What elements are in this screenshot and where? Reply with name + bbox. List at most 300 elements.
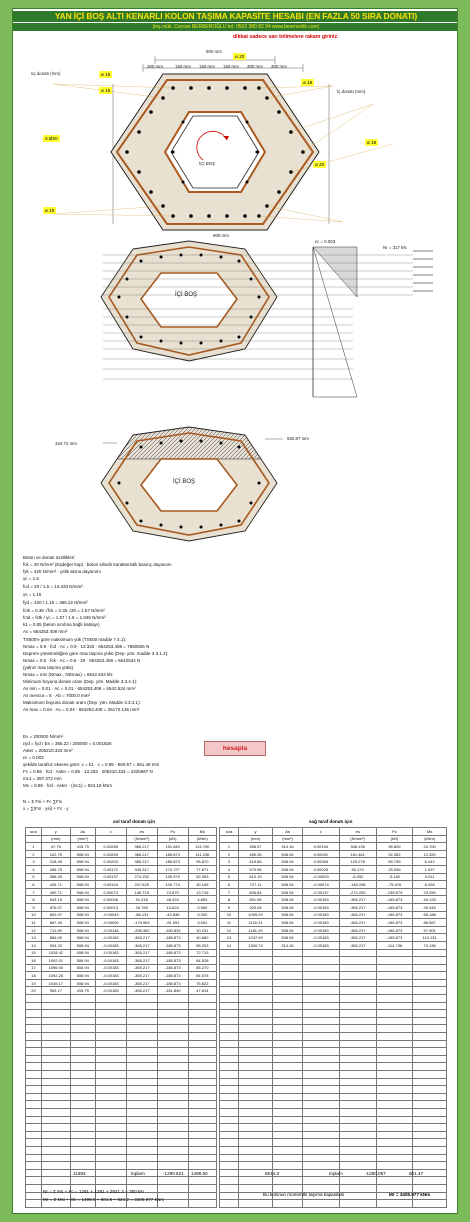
table-cell [376, 1146, 413, 1154]
table-cell [126, 1139, 157, 1147]
table-cell [238, 1071, 272, 1079]
table-cell: 490.71 [41, 888, 70, 896]
table-cell: 0.00137 [95, 873, 126, 881]
table-cell [70, 1154, 95, 1162]
table-cell [157, 1139, 188, 1147]
table-cell [302, 1025, 339, 1033]
table-cell [70, 1116, 95, 1124]
table-cell [70, 1048, 95, 1056]
calc-line-26: εyd = fyd / Es = 365.22 / 200000 = 0.001826 [23, 741, 112, 746]
table-cell [157, 995, 188, 1003]
table-cell [238, 1010, 272, 1018]
table-row [26, 888, 217, 896]
table-cell: 26.769 [126, 903, 157, 911]
table-row [220, 972, 447, 980]
compute-button[interactable]: hesapla [204, 741, 266, 756]
table-cell [339, 1101, 376, 1109]
table-row [220, 1063, 447, 1071]
table-cell: 0.011 [413, 873, 447, 881]
table-cell: -139.579 [376, 888, 413, 896]
table-cell: 185.873 [157, 850, 188, 858]
table-cell [238, 972, 272, 980]
table-cell [188, 995, 216, 1003]
table-cell [273, 957, 303, 965]
calc-line-31: mc1 = 397.372 mm [23, 776, 62, 781]
table-cell: 77.871 [188, 865, 216, 873]
bar-size-8[interactable]: ø 20 [315, 162, 325, 167]
table-cell [157, 1063, 188, 1071]
table-row [220, 1200, 447, 1208]
table-cell [413, 957, 447, 965]
table-cell [26, 1154, 42, 1162]
table-cell [220, 1002, 239, 1010]
table-cell: 508.94 [70, 919, 95, 927]
table-row [220, 896, 447, 904]
table-cell [302, 1055, 339, 1063]
table-cell: -185.873 [376, 911, 413, 919]
table-cell: 185.873 [157, 858, 188, 866]
table-cell: 0.00285 [95, 843, 126, 851]
table-cell [302, 1177, 339, 1185]
table-cell: 13.624 [157, 903, 188, 911]
table-row [26, 881, 217, 889]
table-cell [26, 1086, 42, 1094]
table-cell [95, 1033, 126, 1041]
table-cell [26, 1017, 42, 1025]
table-row [220, 911, 447, 919]
table-row [26, 1010, 217, 1018]
table-cell [26, 1184, 42, 1192]
table-cell [273, 949, 303, 957]
table-cell: 508.94 [70, 858, 95, 866]
table-cell [273, 1055, 303, 1063]
table-cell: 1028.42 [41, 949, 70, 957]
table-cell [188, 1101, 216, 1109]
calc-line-17: Nmax = min (Nmax , NDmax) = 6542.534 kN [23, 672, 113, 677]
b-value: 560.87 mm [287, 436, 309, 441]
table-cell [41, 1093, 70, 1101]
table-cell [126, 1177, 157, 1185]
table-cell: -0.00090 [95, 919, 126, 927]
table-cell [413, 1101, 447, 1109]
table-cell [273, 1086, 303, 1094]
table-row [26, 858, 217, 866]
dim-seg-5: 300 mm [247, 64, 263, 69]
table-cell: -0.00183 [302, 934, 339, 942]
table-row [26, 1124, 217, 1132]
table-cell: 25.536 [376, 865, 413, 873]
left-total-fs: -1290.621 [163, 1171, 184, 1176]
table-cell [413, 995, 447, 1003]
table-cell [339, 1139, 376, 1147]
table-row [220, 1184, 447, 1192]
table-row [26, 995, 217, 1003]
table-cell [70, 1139, 95, 1147]
table-cell [273, 1040, 303, 1048]
table-cell [188, 1200, 216, 1208]
table-cell [157, 1177, 188, 1185]
table-cell [339, 1093, 376, 1101]
calc-line-13: Nmax = 0.9 · fcd · Ac = 0.9 · 13.333 · 654253.408 = 7850925 N [23, 644, 150, 649]
table-cell [26, 1093, 42, 1101]
table-cell: -0.00183 [302, 911, 339, 919]
table-cell [188, 1048, 216, 1056]
table-cell: 308.135 [339, 843, 376, 851]
table-row [220, 1108, 447, 1116]
col-header: y [238, 828, 272, 836]
table-cell: 0.00172 [95, 865, 126, 873]
right-total-label: toplam [329, 1171, 343, 1176]
table-cell: 207.829 [126, 881, 157, 889]
table-cell [413, 1093, 447, 1101]
unit-header [302, 835, 339, 843]
table-cell: 480.35 [238, 850, 272, 858]
table-cell [302, 964, 339, 972]
table-cell [273, 964, 303, 972]
table-row [26, 1048, 217, 1056]
table-cell [238, 1025, 272, 1033]
table-cell [238, 1200, 272, 1208]
table-cell: 806.84 [238, 888, 272, 896]
table-cell [157, 1116, 188, 1124]
table-cell: 151.840 [157, 843, 188, 851]
table-cell [41, 1048, 70, 1056]
result-mr: Mr = Σ Msi + Mc = 1498.5 + 601.5 + 924.2 = 3405.977 kNm [43, 1197, 165, 1202]
table-cell [26, 1040, 42, 1048]
table-cell: 667.49 [41, 919, 70, 927]
section-diagram [13, 44, 458, 234]
table-cell [157, 1055, 188, 1063]
table-cell [220, 972, 239, 980]
table-cell: 8 [220, 896, 239, 904]
table-cell: 934.22 [41, 941, 70, 949]
bar-size-6[interactable]: ø 18 [303, 80, 313, 85]
table-cell [95, 1101, 126, 1109]
dim-top: 900 mm [206, 49, 222, 54]
table-cell [220, 1162, 239, 1170]
table-cell [302, 1108, 339, 1116]
table-cell: -274.252 [339, 888, 376, 896]
table-row [220, 1124, 447, 1132]
table-cell: 508.94 [273, 873, 303, 881]
table-cell [95, 1139, 126, 1147]
table-cell: 508.94 [70, 896, 95, 904]
table-cell [339, 987, 376, 995]
table-cell [157, 1184, 188, 1192]
table-cell: 508.94 [70, 873, 95, 881]
table-cell: 508.94 [273, 926, 303, 934]
table-cell: 0.00073 [95, 888, 126, 896]
table-cell [273, 1131, 303, 1139]
table-cell [238, 1154, 272, 1162]
calc-line-3: fyk = 420 N/mm² : çelik akma dayanımı [23, 569, 101, 574]
table-cell: 0.00154 [302, 843, 339, 851]
table-cell: -0.00183 [302, 919, 339, 927]
table-cell [339, 1184, 376, 1192]
table-cell [339, 1177, 376, 1185]
left-total-label: toplam [131, 1171, 145, 1176]
table-cell: 10 [220, 911, 239, 919]
table-cell [95, 1010, 126, 1018]
table-cell [220, 1055, 239, 1063]
center-label-2: İÇİ BOŞ [175, 292, 198, 298]
table-row [220, 1177, 447, 1185]
table-cell: 114.700 [188, 843, 216, 851]
table-cell [95, 1040, 126, 1048]
table-cell: 285.75 [41, 865, 70, 873]
table-cell [302, 1139, 339, 1147]
table-cell [273, 1139, 303, 1147]
table-cell: -185.873 [157, 957, 188, 965]
table-cell [70, 1177, 95, 1185]
table-cell [41, 1055, 70, 1063]
table-cell [339, 979, 376, 987]
table-cell [273, 1108, 303, 1116]
table-cell [41, 1177, 70, 1185]
table-cell: 139.579 [157, 873, 188, 881]
table-header-row [220, 828, 447, 836]
compression-diagram [13, 419, 458, 549]
table-cell: -365.217 [126, 979, 157, 987]
table-cell: -365.217 [339, 896, 376, 904]
table-cell: -185.873 [157, 934, 188, 942]
table-cell [273, 1063, 303, 1071]
table-cell [302, 1063, 339, 1071]
table-cell [157, 1002, 188, 1010]
table-row [220, 949, 447, 957]
bar-size-2[interactable]: ø 18 [101, 88, 111, 93]
table-row [220, 919, 447, 927]
unit-header [220, 835, 239, 843]
table-cell [26, 1200, 42, 1208]
calc-line-1: Beton ve donatı özellikleri: [23, 555, 76, 560]
col-header: ε [302, 828, 339, 836]
table-cell [302, 1200, 339, 1208]
table-cell [376, 1108, 413, 1116]
table-cell: 314.16 [273, 843, 303, 851]
table-cell [413, 964, 447, 972]
table-cell: -365.217 [339, 934, 376, 942]
table-row [26, 919, 217, 927]
table-cell [376, 1177, 413, 1185]
input-note: dikkat sadece sarı bölmelere rakam giriniz. [233, 34, 339, 40]
table-cell [95, 1093, 126, 1101]
table-cell: 2 [220, 850, 239, 858]
bar-size-5[interactable]: ø 20 [235, 54, 245, 59]
table-cell [26, 1192, 42, 1200]
table-cell [95, 1048, 126, 1056]
table-cell [188, 1108, 216, 1116]
center-label: İÇİ BOŞ [199, 161, 216, 166]
table-cell [302, 1131, 339, 1139]
table-cell [413, 1078, 447, 1086]
table-cell [157, 1146, 188, 1154]
table-cell [188, 1040, 216, 1048]
table-cell: 129.278 [339, 858, 376, 866]
table-cell [339, 1200, 376, 1208]
table-cell: -185.873 [376, 926, 413, 934]
table-cell [273, 1048, 303, 1056]
table-cell: -0.00183 [95, 941, 126, 949]
table-cell [302, 1071, 339, 1079]
table-cell: -0.00183 [95, 972, 126, 980]
table-cell [126, 1002, 157, 1010]
table-row [220, 1078, 447, 1086]
table-cell: 727.11 [238, 881, 272, 889]
table-row [26, 1063, 217, 1071]
table-cell [413, 1063, 447, 1071]
table-cell [273, 1124, 303, 1132]
table-cell [238, 1146, 272, 1154]
table-cell: 856.09 [41, 934, 70, 942]
table-cell [95, 1055, 126, 1063]
bar-label-right: İç donatı (mm) [337, 89, 366, 94]
table-cell [95, 1131, 126, 1139]
table-cell [126, 1108, 157, 1116]
table-cell: -0.00183 [95, 957, 126, 965]
left-bar-table [25, 827, 217, 1208]
table-row [26, 1017, 217, 1025]
table-cell [339, 1071, 376, 1079]
table-cell [238, 1162, 272, 1170]
table-cell: 508.94 [70, 888, 95, 896]
dim-seg-4: 150 mm [223, 64, 239, 69]
table-cell: 508.94 [70, 881, 95, 889]
unit-header: (mm²) [273, 835, 303, 843]
bar-size-4[interactable]: ø 18 [45, 208, 55, 213]
table-cell: -365.217 [126, 964, 157, 972]
table-row [220, 843, 447, 851]
table-cell [41, 1124, 70, 1132]
table-cell: 46.424 [157, 896, 188, 904]
table-cell: 508.94 [70, 957, 95, 965]
table-unit-row [220, 835, 447, 843]
table-cell [26, 1116, 42, 1124]
table-row [220, 1131, 447, 1139]
table-cell: 3.051 [188, 919, 216, 927]
strain-diagram [13, 237, 458, 407]
table-row [26, 934, 217, 942]
a-value: 334.72 mm [55, 441, 77, 446]
table-cell: 543.19 [41, 896, 70, 904]
table-cell: 576.07 [41, 903, 70, 911]
table-cell [413, 1025, 447, 1033]
table-cell: 218.49 [41, 858, 70, 866]
table-row [26, 979, 217, 987]
table-cell [339, 1116, 376, 1124]
table-cell: -365.217 [339, 941, 376, 949]
table-cell [26, 995, 42, 1003]
table-cell [238, 949, 272, 957]
table-cell: -75.476 [376, 881, 413, 889]
table-cell: 6 [26, 881, 42, 889]
right-table-title: sağ taraf donatı için [309, 819, 353, 824]
table-cell [95, 1154, 126, 1162]
table-cell: 508.94 [70, 903, 95, 911]
table-cell [157, 1131, 188, 1139]
table-row [220, 1086, 447, 1094]
table-row [220, 941, 447, 949]
table-cell: 508.94 [70, 934, 95, 942]
table-cell [339, 964, 376, 972]
table-cell [376, 1048, 413, 1056]
table-cell [413, 1010, 447, 1018]
table-cell: 415.75 [70, 843, 95, 851]
table-cell [70, 1010, 95, 1018]
table-cell [273, 1101, 303, 1109]
table-row [26, 896, 217, 904]
table-cell [302, 979, 339, 987]
table-row [220, 1025, 447, 1033]
table-cell [376, 1040, 413, 1048]
table-cell: -365.217 [339, 926, 376, 934]
table-cell [157, 1048, 188, 1056]
bar-size-7[interactable]: ø 18 [367, 140, 377, 145]
table-row [220, 926, 447, 934]
table-cell [26, 1169, 42, 1177]
table-cell: 47.75 [41, 843, 70, 851]
table-cell: 274.252 [126, 873, 157, 881]
bar-size-3[interactable]: 3 Ø20 [45, 136, 58, 141]
table-cell [302, 1033, 339, 1041]
table-cell: 1 [220, 843, 239, 851]
table-cell [302, 1116, 339, 1124]
table-cell [238, 1131, 272, 1139]
table-cell [413, 1040, 447, 1048]
table-cell: 14 [26, 941, 42, 949]
table-cell: 515.86 [238, 858, 272, 866]
table-cell: 365.217 [126, 850, 157, 858]
table-cell: 508.94 [70, 979, 95, 987]
table-cell [339, 1017, 376, 1025]
table-cell: 508.94 [70, 964, 95, 972]
dim-bottom: 900 mm [213, 233, 229, 238]
table-row [26, 1116, 217, 1124]
table-cell [273, 972, 303, 980]
table-cell: 6 [220, 881, 239, 889]
table-cell [302, 1086, 339, 1094]
table-cell: 110.131 [413, 934, 447, 942]
table-cell: 97.901 [413, 926, 447, 934]
table-row [26, 873, 217, 881]
calc-line-22: As max = 0.04 · Ac = 0.04 · 654253.408 = 26170.136 mm² [23, 707, 140, 712]
table-cell [413, 1108, 447, 1116]
table-cell: 10.231 [188, 926, 216, 934]
table-cell [26, 1146, 42, 1154]
table-cell [413, 979, 447, 987]
table-cell: -0.00183 [95, 964, 126, 972]
calc-line-9: fctd = fctk / γc = 1.57 / 1.5 = 1.045 N/mm² [23, 615, 106, 620]
table-cell: 4 [26, 865, 42, 873]
table-cell: 55.203 [188, 941, 216, 949]
table-cell: 13 [26, 934, 42, 942]
table-cell: 86.567 [413, 919, 447, 927]
table-row [220, 1071, 447, 1079]
table-cell: -365.217 [126, 949, 157, 957]
table-row [220, 1146, 447, 1154]
table-cell [413, 1184, 447, 1192]
table-cell: -0.00137 [302, 888, 339, 896]
table-cell: 711.69 [41, 926, 70, 934]
table-cell [339, 1055, 376, 1063]
table-cell [376, 949, 413, 957]
table-cell: -0.00183 [95, 979, 126, 987]
calc-line-20: As mevcut = 8 · Ab = 7000.0 mm² [23, 693, 91, 698]
table-cell [273, 1093, 303, 1101]
bar-size-1[interactable]: ø 18 [101, 72, 111, 77]
dim-seg-3: 150 mm [199, 64, 215, 69]
table-cell [339, 1086, 376, 1094]
